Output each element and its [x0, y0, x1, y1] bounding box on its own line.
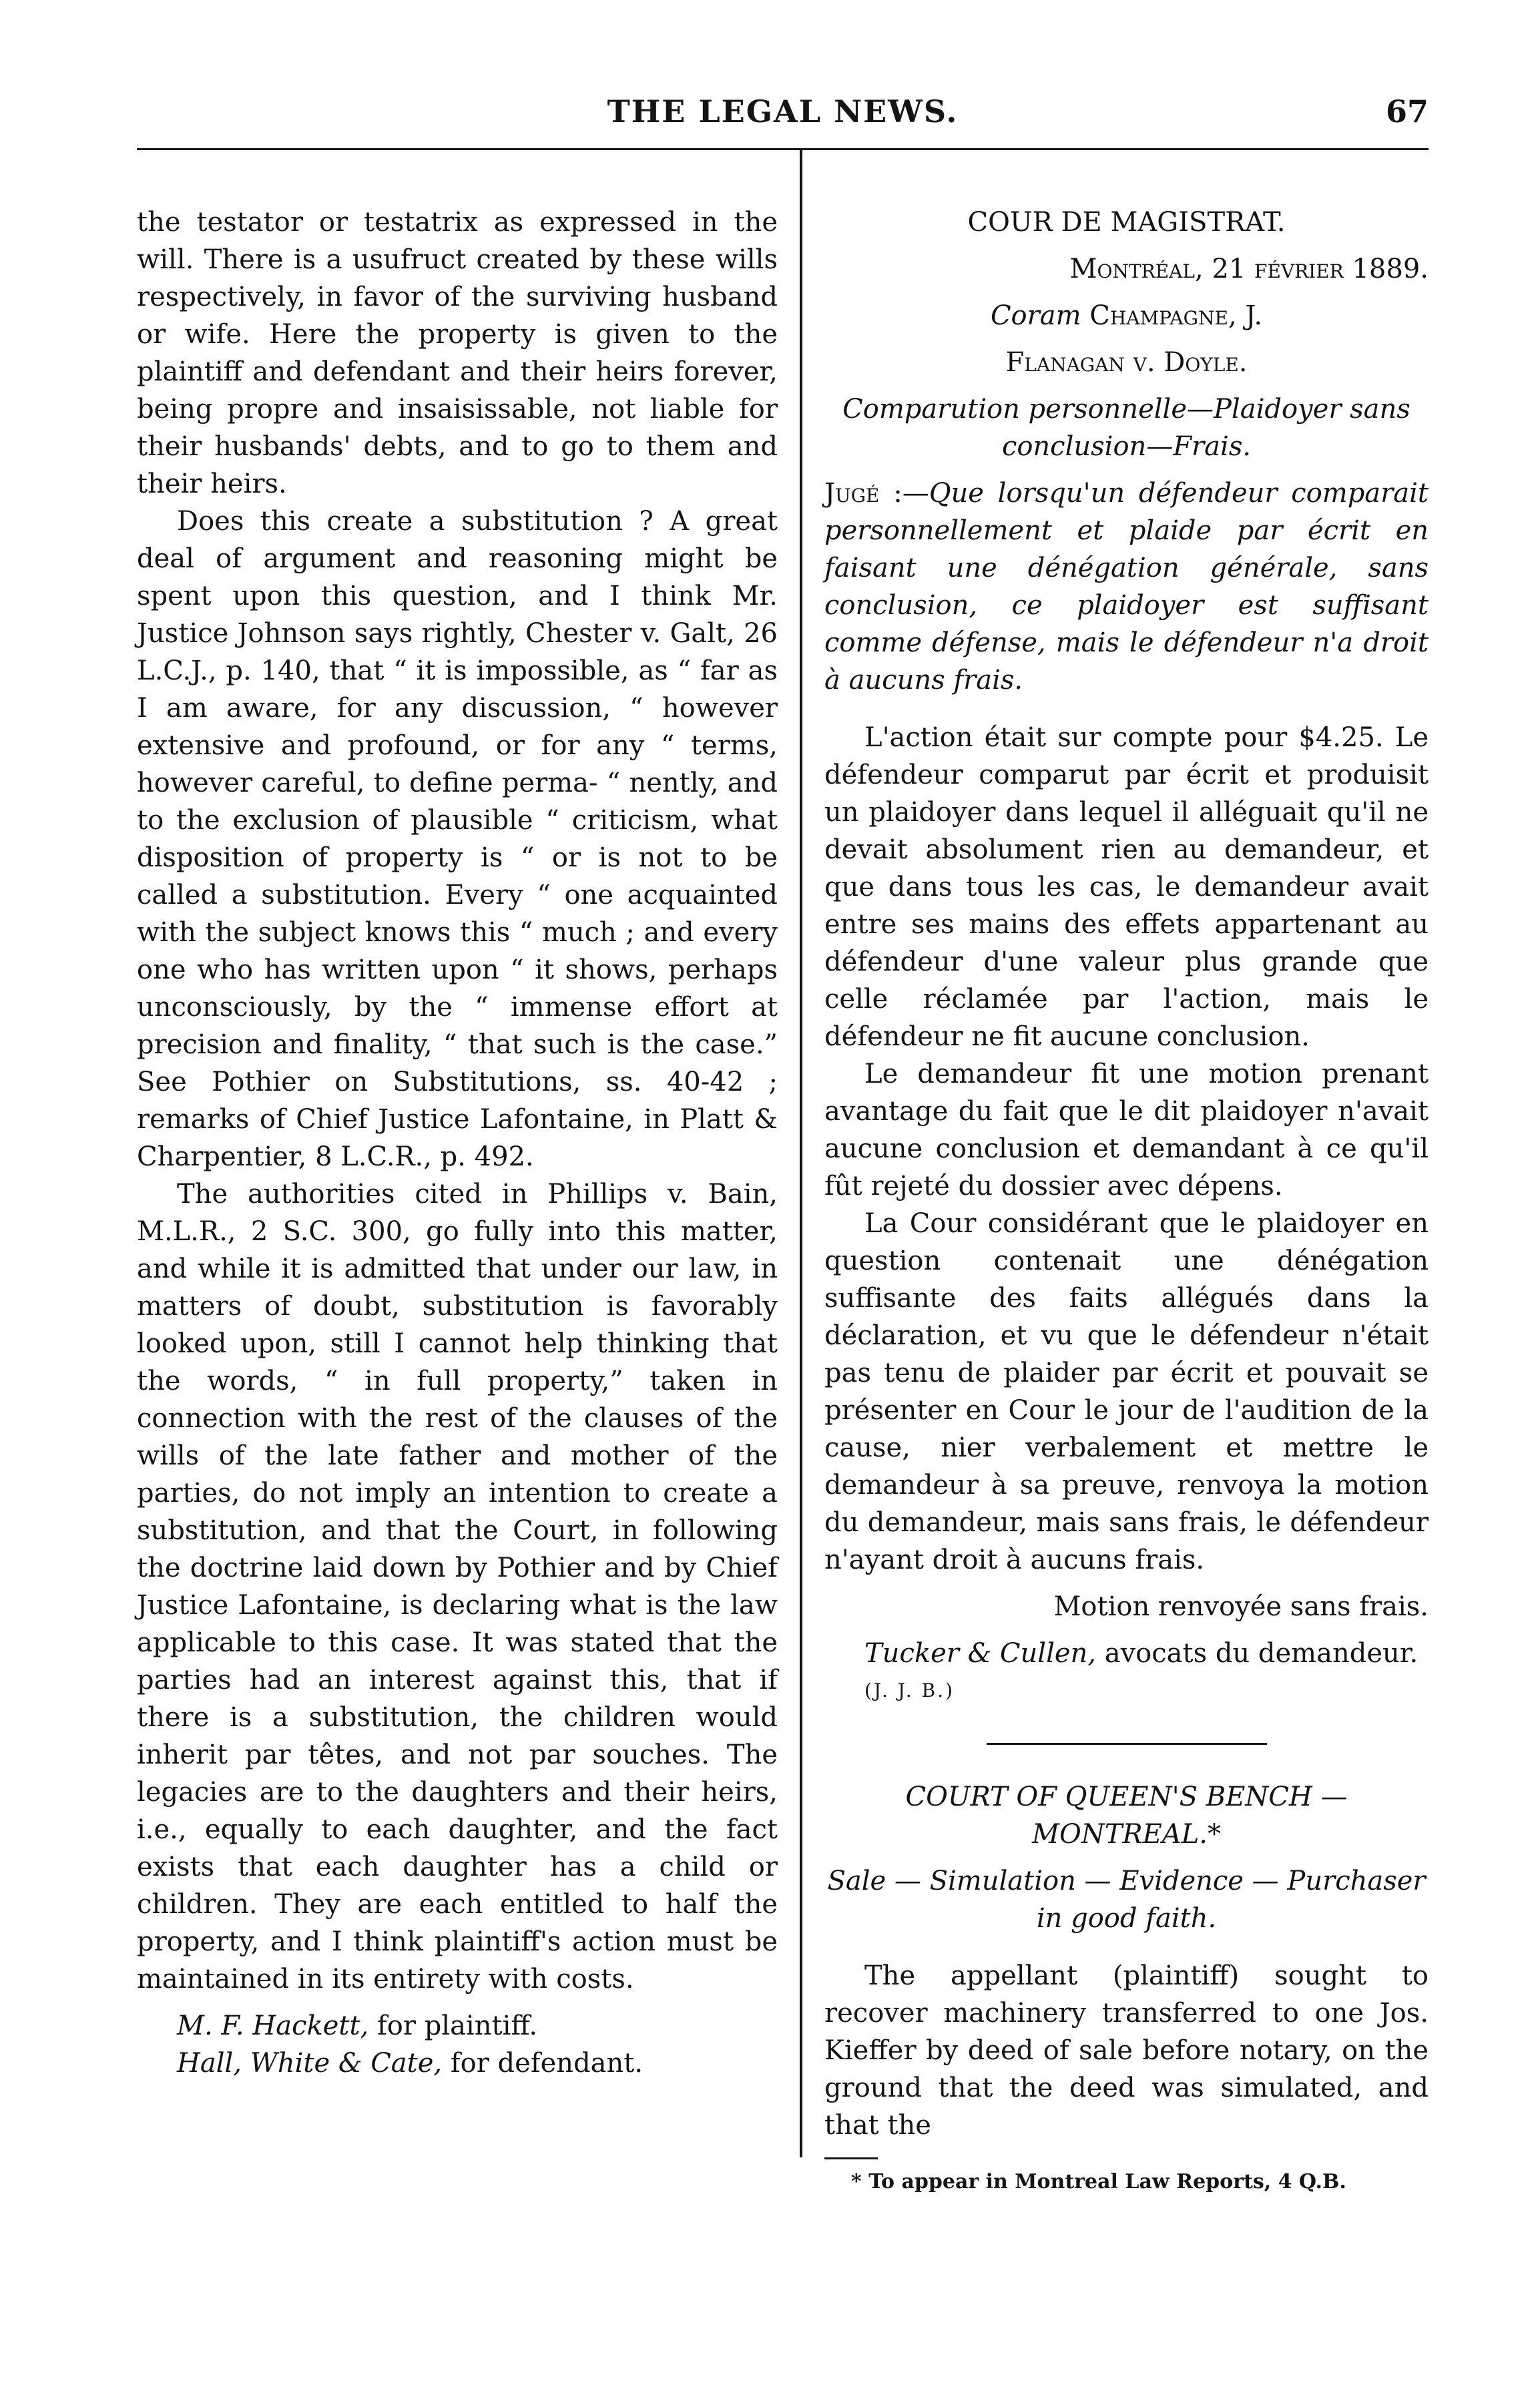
header-rule [137, 148, 1429, 150]
case-subject-2: Sale — Simulation — Evidence — Purchaser in good faith. [827, 1866, 1426, 1934]
coram-line [824, 297, 1429, 334]
right-paragraph-4: The appellant (plaintiff) sought to recover machinery transferred to one Jos. Kieffer by deed of sale before notary, on the ground that the deed was simulated, and that the [824, 1960, 1429, 2141]
counsel-defendant-name: Hall, White & Cate, [177, 2048, 443, 2079]
page-header [137, 93, 1429, 140]
advocates-role: avocats du demandeur. [1096, 1638, 1419, 1669]
case-subject: Comparution personnelle—Plaidoyer sans conclusion—Frais. [842, 394, 1410, 462]
footnote: * To appear in Montreal Law Reports, 4 Q.B. [851, 2170, 1346, 2193]
column-divider [800, 148, 802, 2157]
right-paragraph-1: L'action était sur compte pour $4.25. Le défendeur comparut par écrit et produisit un plaidoyer dans lequel il alléguait qu'il ne devait absolument rien au demandeur, et que dans tous les cas, le demandeur avait entre ses mains des effets appartenant au défendeur d'une valeur plus grande que celle réclamée par l'action, mais le défendeur ne fit aucune conclusion. [824, 722, 1429, 1052]
right-paragraph-3: La Cour considérant que le plaidoyer en question contenait une dénégation suffisante des faits allégués dans la déclaration, et vu que le défendeur n'était pas tenu de plaider par écrit et pouvait se présenter en Cour le jour de l'audition de la cause, nier verbalement et mettre le demandeur à sa preuve, renvoya la motion du demandeur, mais sans frais, le défendeur n'ayant droit à aucuns frais. [824, 1208, 1429, 1575]
left-paragraph-3: The authorities cited in Phillips v. Bain, M.L.R., 2 S.C. 300, go fully into this matter, and while it is admitted that under our law, in matters of doubt, substitution is favorably looked upon, still I cannot help thinking that the words, “ in full property,” taken in connection with the rest of the clauses of the wills of the late father and mother of the parties, do not imply an intention to create a substitution, and that the Court, in following the doctrine laid down by Pothier and by Chief Justice Lafontaine, is declaring what is the law applicable to this case. It was stated that the parties had an interest against this, that if there is a substitution, the children would inherit par têtes, and not par souches. The legacies are to the daughters and their heirs, i.e., equally to each daughter, and the fact exists that each daughter has a child or children. They are each entitled to half the property, and I think plaintiff's action must be maintained in its entirety with costs. [137, 1179, 778, 1995]
left-column [137, 204, 778, 2082]
court-heading-2: COURT OF QUEEN'S BENCH — MONTREAL.* [905, 1782, 1348, 1850]
page-number: 67 [1385, 93, 1429, 129]
left-paragraph-2: Does this create a substitution ? A great deal of argument and reasoning might be spent upon this question, and I think Mr. Justice Johnson says rightly, Chester v. Galt, 26 L.C.J., p. 140, that “ it is impossible, as “ far as I am aware, for any discussion, “ however extensive and profound, or for any “ terms, however careful, to define perma- “ nently, and to the exclusion of plausible “ criticism, what disposition of property is “ or is not to be called a substitution. Every “ one acquainted with the subject knows this “ much ; and every one who has written upon “ it shows, perhaps unconsciously, by the “ immense effort at precision and finality, “ that such is the case.” See Pothier on Substitutions, ss. 40-42 ; remarks of Chief Justice Lafontaine, in Platt & Charpentier, 8 L.C.R., p. 492. [137, 506, 778, 1172]
counsel-plaintiff-name: M. F. Hackett, [177, 2011, 369, 2041]
right-paragraph-2: Le demandeur fit une motion prenant avantage du fait que le dit plaidoyer n'avait aucune conclusion et demandant à ce qu'il fût rejeté du dossier avec dépens. [824, 1059, 1429, 1202]
counsel-defendant [137, 2045, 778, 2082]
left-paragraph-1: the testator or testatrix as expressed in the will. There is a usufruct created by these wills respectively, in favor of the surviving husband or wife. Here the property is given to the plaintiff and defendant and their heirs forever, being propre and insaisissable, not liable for their husbands' debts, and to go to them and their heirs. [137, 207, 778, 499]
coram-word: Coram [990, 300, 1081, 331]
advocates-name: Tucker & Cullen, [864, 1638, 1097, 1669]
juge-label: Jugé : [824, 478, 903, 509]
right-column [824, 204, 1429, 2195]
dateline: Montréal, 21 février 1889. [1069, 254, 1429, 284]
counsel-plaintiff-role: for plaintiff. [368, 2011, 538, 2041]
counsel-defendant-role: for defendant. [442, 2048, 644, 2079]
judge-name: Champagne, J. [1089, 300, 1263, 331]
counsel-plaintiff [137, 2007, 778, 2045]
juge-headnote [824, 475, 1429, 699]
section-divider [987, 1743, 1267, 1745]
court-heading: COUR DE MAGISTRAT. [967, 207, 1286, 238]
reporter-initials: (J. J. B.) [864, 1679, 955, 1701]
case-name: Flanagan v. Doyle. [1005, 347, 1248, 378]
advocates-line [824, 1635, 1429, 1672]
juge-text: —Que lorsqu'un défendeur comparait personnellement et plaide par écrit en faisant une dénégation générale, sans conclusion, ce plaidoyer est suffisant comme défense, mais le défendeur n'a droit à aucuns frais. [824, 478, 1429, 696]
footnote-rule [824, 2157, 878, 2159]
disposition: Motion renvoyée sans frais. [1053, 1591, 1429, 1622]
running-title: THE LEGAL NEWS. [607, 93, 959, 129]
